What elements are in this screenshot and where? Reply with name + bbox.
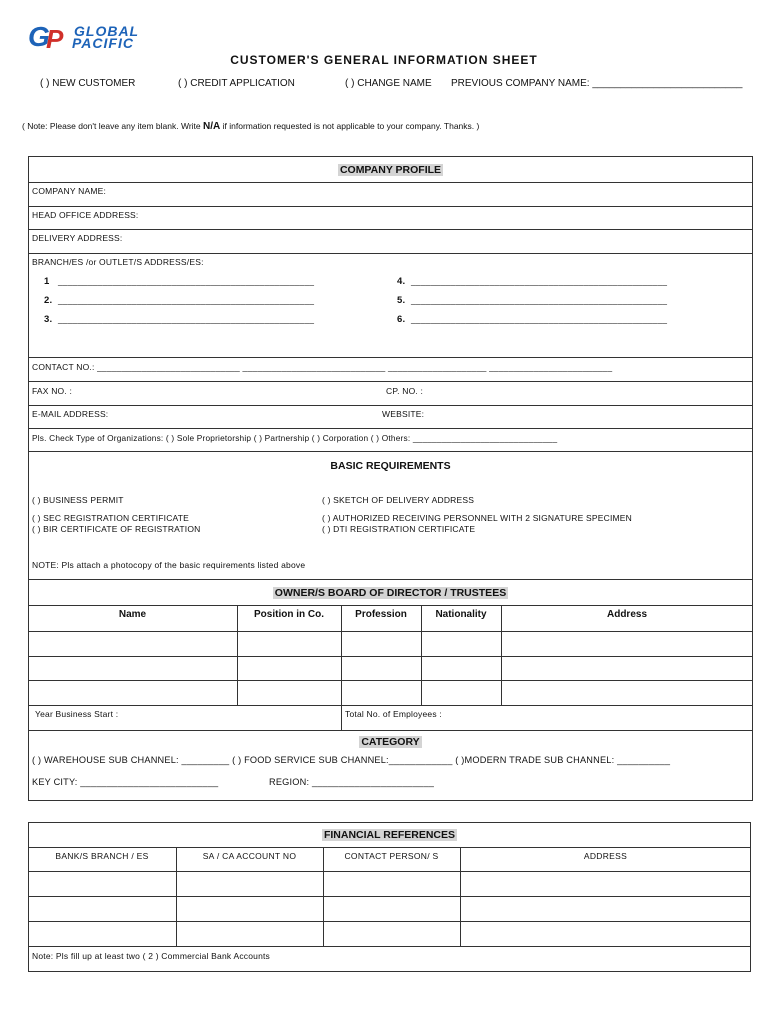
req-bir-certificate[interactable]: ( ) BIR CERTIFICATE OF REGISTRATION	[32, 524, 201, 534]
basic-requirements-title: BASIC REQUIREMENTS	[330, 460, 451, 472]
branch-1-number: 1	[44, 276, 50, 287]
requirements-note: NOTE: Pls attach a photocopy of the basic requirements listed above	[32, 560, 306, 570]
divider	[28, 182, 753, 183]
financial-note: Note: Pls fill up at least two ( 2 ) Commercial Bank Accounts	[32, 951, 271, 961]
table-row	[28, 921, 751, 922]
head-office-field[interactable]: HEAD OFFICE ADDRESS:	[32, 210, 139, 220]
owners-heading	[28, 583, 753, 601]
branch-3-number: 3.	[44, 314, 53, 325]
logo-text-pacific: PACIFIC	[72, 35, 134, 51]
financial-references-box	[28, 822, 751, 972]
divider	[28, 428, 753, 429]
website-field[interactable]: WEBSITE:	[382, 409, 425, 419]
table-row	[28, 871, 751, 872]
fin-col-address: ADDRESS	[583, 851, 628, 861]
table-row	[28, 680, 753, 681]
table-row	[28, 705, 753, 706]
col-divider	[237, 605, 238, 705]
note-prefix: ( Note: Please don't leave any item blank. Write	[22, 121, 201, 131]
table-row	[28, 656, 753, 657]
divider	[28, 206, 753, 207]
branch-5-field[interactable]: ____________________________________________________	[411, 295, 668, 305]
financial-title: FINANCIAL REFERENCES	[323, 829, 456, 841]
page-title: CUSTOMER'S GENERAL INFORMATION SHEET	[230, 53, 538, 67]
svg-text:G: G	[28, 22, 50, 52]
total-employees-field[interactable]: Total No. of Employees :	[345, 709, 442, 719]
logo-text-global: GLOBAL	[74, 23, 140, 39]
owners-col-position: Position in Co.	[254, 609, 324, 620]
previous-company-field[interactable]: PREVIOUS COMPANY NAME: ___________________________	[451, 78, 743, 89]
contact-no-field[interactable]: CONTACT NO.: _____________________________ _____________________________ ____________________ _________________________	[32, 362, 613, 372]
fin-col-bank: BANK/S BRANCH / ES	[55, 851, 149, 861]
branch-6-number: 6.	[397, 314, 406, 325]
year-business-start-field[interactable]: Year Business Start :	[35, 709, 119, 719]
key-city-field[interactable]: KEY CITY: __________________________	[32, 777, 219, 787]
branch-2-number: 2.	[44, 295, 53, 306]
branch-2-field[interactable]: ____________________________________________________	[58, 295, 315, 305]
gp-logo-icon	[28, 22, 76, 52]
divider	[28, 605, 753, 606]
company-profile-heading	[28, 160, 753, 178]
divider	[28, 405, 753, 406]
divider	[28, 357, 753, 358]
option-new-customer[interactable]: ( ) NEW CUSTOMER	[40, 78, 136, 89]
branch-4-field[interactable]: ____________________________________________________	[411, 276, 668, 286]
channel-options[interactable]: ( ) WAREHOUSE SUB CHANNEL: _________ ( ) FOOD SERVICE SUB CHANNEL:____________ ( )MODERN TRADE SUB CHANNEL: __________	[32, 755, 671, 765]
delivery-address-field[interactable]: DELIVERY ADDRESS:	[32, 233, 123, 243]
divider	[28, 451, 753, 452]
company-profile-title: COMPANY PROFILE	[339, 164, 442, 176]
owners-col-nationality: Nationality	[435, 609, 487, 620]
req-sketch-delivery[interactable]: ( ) SKETCH OF DELIVERY ADDRESS	[322, 495, 475, 505]
fin-col-contact: CONTACT PERSON/ S	[344, 851, 439, 861]
req-sec-certificate[interactable]: ( ) SEC REGISTRATION CERTIFICATE	[32, 513, 190, 523]
divider	[28, 381, 753, 382]
table-row	[28, 896, 751, 897]
branch-5-number: 5.	[397, 295, 406, 306]
owners-col-name: Name	[118, 609, 147, 620]
email-field[interactable]: E-MAIL ADDRESS:	[32, 409, 109, 419]
note-na: N/A	[203, 121, 221, 132]
owners-col-address: Address	[606, 609, 647, 620]
instruction-note	[22, 121, 479, 132]
col-divider	[341, 605, 342, 730]
company-logo	[28, 22, 178, 52]
divider	[28, 579, 753, 580]
fax-field[interactable]: FAX NO. :	[32, 386, 73, 396]
branch-1-field[interactable]: ____________________________________________________	[58, 276, 315, 286]
owners-title: OWNER/S BOARD OF DIRECTOR / TRUSTEES	[274, 587, 507, 599]
option-credit-application[interactable]: ( ) CREDIT APPLICATION	[178, 78, 295, 89]
basic-requirements-heading	[28, 456, 753, 474]
category-heading	[28, 732, 753, 750]
req-business-permit[interactable]: ( ) BUSINESS PERMIT	[32, 495, 124, 505]
company-name-field[interactable]: COMPANY NAME:	[32, 186, 107, 196]
note-suffix: if information requested is not applicable to your company. Thanks. )	[222, 121, 480, 131]
divider	[28, 229, 753, 230]
organization-type-field[interactable]: Pls. Check Type of Organizations: ( ) Sole Proprietorship ( ) Partnership ( ) Corporation ( ) Others: ______________________________	[32, 433, 558, 443]
option-change-name[interactable]: ( ) CHANGE NAME	[345, 78, 432, 89]
branches-label: BRANCH/ES /or OUTLET/S ADDRESS/ES:	[32, 257, 204, 267]
table-row	[28, 631, 753, 632]
divider	[28, 847, 751, 848]
divider	[28, 730, 753, 731]
req-authorized-personnel[interactable]: ( ) AUTHORIZED RECEIVING PERSONNEL WITH 2 SIGNATURE SPECIMEN	[322, 513, 633, 523]
col-divider	[421, 605, 422, 705]
financial-heading	[28, 825, 751, 843]
branch-6-field[interactable]: ____________________________________________________	[411, 314, 668, 324]
divider	[28, 253, 753, 254]
svg-text:P: P	[46, 24, 64, 52]
branch-3-field[interactable]: ____________________________________________________	[58, 314, 315, 324]
cp-no-field[interactable]: CP. NO. :	[386, 386, 424, 396]
branch-4-number: 4.	[397, 276, 406, 287]
req-dti-certificate[interactable]: ( ) DTI REGISTRATION CERTIFICATE	[322, 524, 476, 534]
owners-col-profession: Profession	[355, 609, 407, 620]
fin-col-account: SA / CA ACCOUNT NO	[202, 851, 297, 861]
region-field[interactable]: REGION: _______________________	[269, 777, 435, 787]
category-title: CATEGORY	[361, 736, 420, 748]
col-divider	[501, 605, 502, 705]
table-row	[28, 946, 751, 947]
